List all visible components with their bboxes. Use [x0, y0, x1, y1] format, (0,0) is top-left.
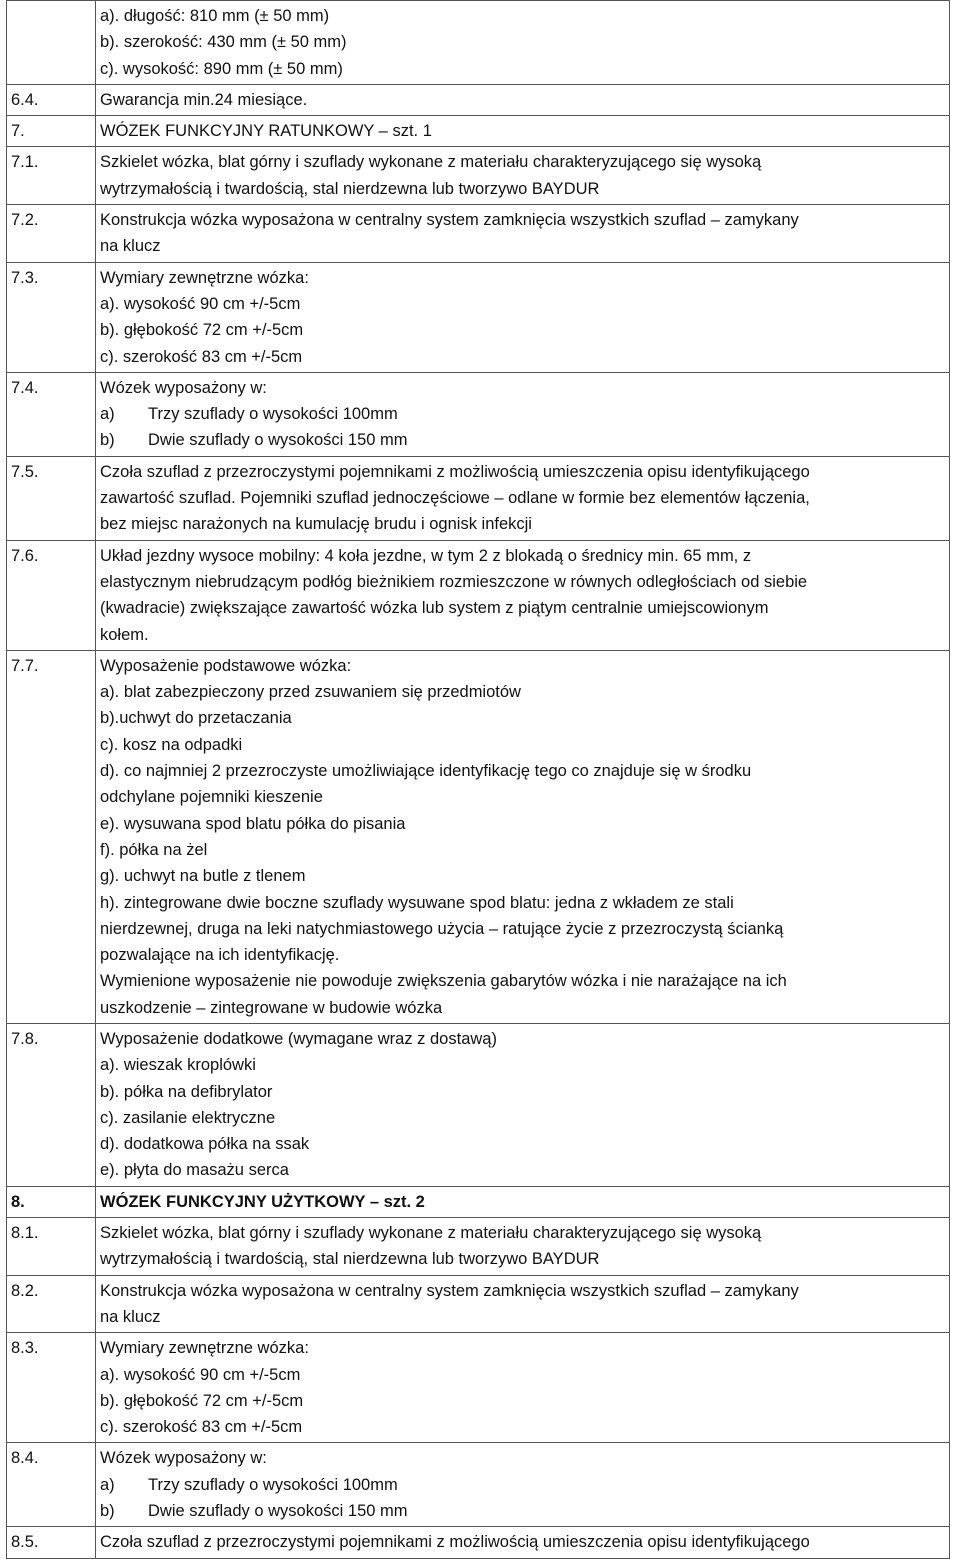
spec-row	[7, 540, 950, 650]
spec-row	[7, 1527, 950, 1558]
spec-row	[7, 372, 950, 456]
spec-row-text	[96, 456, 950, 540]
spec-text-line: b). szerokość: 430 mm (± 50 mm)	[100, 33, 347, 52]
spec-row	[7, 650, 950, 1023]
spec-row	[7, 456, 950, 540]
spec-text-line: b). głębokość 72 cm +/-5cm	[100, 321, 304, 340]
spec-row-text	[96, 84, 950, 115]
spec-row-text	[96, 262, 950, 372]
spec-text-line: e). wysuwana spod blatu półka do pisania	[100, 814, 406, 833]
spec-text-line: odchylane pojemniki kieszenie	[100, 788, 323, 807]
spec-text-line: WÓZEK FUNKCYJNY UŻYTKOWY – szt. 2	[100, 1192, 425, 1211]
spec-text-line: elastycznym niebrudzącym podłóg bieżnikiem rozmieszczone w równych odległościach od siebie	[100, 572, 808, 591]
spec-row-number: 8.2.	[7, 1275, 96, 1333]
spec-row-text	[96, 1443, 950, 1527]
spec-sub-item	[100, 427, 945, 453]
spec-text-line: Wyposażenie podstawowe wózka:	[100, 656, 352, 675]
spec-row	[7, 1, 950, 85]
spec-text-line: zawartość szuflad. Pojemniki szuflad jednoczęściowe – odlane w formie bez elementów łączenia,	[100, 489, 810, 508]
spec-row-text	[96, 1023, 950, 1186]
spec-row-text	[96, 1333, 950, 1443]
spec-text-line: Konstrukcja wózka wyposażona w centralny system zamknięcia wszystkich szuflad – zamykany	[100, 1281, 799, 1300]
spec-text-line: Szkielet wózka, blat górny i szuflady wykonane z materiału charakteryzującego się wysoką	[100, 153, 762, 172]
spec-text-line: Wymienione wyposażenie nie powoduje zwiększenia gabarytów wózka i nie narażające na ich	[100, 972, 787, 991]
spec-text-line: g). uchwyt na butle z tlenem	[100, 867, 306, 886]
spec-text-line: Wymiary zewnętrzne wózka:	[100, 1339, 309, 1358]
spec-text-line: c). szerokość 83 cm +/-5cm	[100, 1418, 303, 1437]
spec-row-number: 7.6.	[7, 540, 96, 650]
spec-text-line: na klucz	[100, 237, 161, 256]
specification-table	[6, 0, 950, 1559]
spec-text-line: nierdzewnej, druga na leki natychmiastowego użycia – ratujące życie z przezroczystą ścianką	[100, 919, 784, 938]
spec-row	[7, 1186, 950, 1217]
spec-row-number: 7.	[7, 116, 96, 147]
spec-row-number: 7.3.	[7, 262, 96, 372]
spec-text-line: b).uchwyt do przetaczania	[100, 709, 292, 728]
spec-row	[7, 262, 950, 372]
spec-text-line: a). blat zabezpieczony przed zsuwaniem się przedmiotów	[100, 683, 521, 702]
spec-row	[7, 1218, 950, 1276]
spec-row	[7, 205, 950, 263]
spec-text-line: b). półka na defibrylator	[100, 1082, 273, 1101]
spec-row-text	[96, 1218, 950, 1276]
spec-row-number: 8.1.	[7, 1218, 96, 1276]
spec-row	[7, 116, 950, 147]
spec-row-text	[96, 116, 950, 147]
spec-row-number: 7.4.	[7, 372, 96, 456]
spec-row-number	[7, 1, 96, 85]
specification-document	[6, 0, 954, 1559]
spec-sub-item-text: Trzy szuflady o wysokości 100mm	[148, 405, 398, 424]
spec-text-line: wytrzymałością i twardością, stal nierdzewna lub tworzywo BAYDUR	[100, 1250, 600, 1269]
spec-row-number: 7.7.	[7, 650, 96, 1023]
spec-row	[7, 84, 950, 115]
spec-text-line: a). wieszak kroplówki	[100, 1056, 256, 1075]
spec-sub-item-text: Dwie szuflady o wysokości 150 mm	[148, 1502, 408, 1521]
spec-text-line: uszkodzenie – zintegrowane w budowie wózka	[100, 998, 443, 1017]
spec-row-number: 7.8.	[7, 1023, 96, 1186]
spec-text-line: e). płyta do masażu serca	[100, 1161, 289, 1180]
spec-text-line: Czoła szuflad z przezroczystymi pojemnikami z możliwością umieszczenia opisu identyfikującego	[100, 462, 810, 481]
spec-text-line: d). co najmniej 2 przezroczyste umożliwiające identyfikację tego co znajduje się w środku	[100, 762, 752, 781]
spec-row-number: 7.5.	[7, 456, 96, 540]
spec-text-line: c). szerokość 83 cm +/-5cm	[100, 347, 303, 366]
spec-text-line: Wózek wyposażony w:	[100, 378, 267, 397]
spec-text-line: na klucz	[100, 1307, 161, 1326]
spec-text-line: WÓZEK FUNKCYJNY RATUNKOWY – szt. 1	[100, 122, 432, 141]
spec-text-line: pozwalające na ich identyfikację.	[100, 946, 340, 965]
spec-text-line: c). kosz na odpadki	[100, 735, 243, 754]
spec-text-line: d). dodatkowa półka na ssak	[100, 1135, 310, 1154]
spec-row-number: 8.	[7, 1186, 96, 1217]
spec-row	[7, 1023, 950, 1186]
spec-text-line: c). wysokość: 890 mm (± 50 mm)	[100, 59, 343, 78]
spec-text-line: a). długość: 810 mm (± 50 mm)	[100, 7, 330, 25]
spec-text-line: (kwadracie) zwiększające zawartość wózka lub system z piątym centralnie umiejscowionym	[100, 599, 769, 618]
spec-sub-item-letter: b)	[100, 1502, 115, 1521]
spec-row-text	[96, 372, 950, 456]
specification-table-body	[7, 1, 950, 1559]
spec-text-line: Wymiary zewnętrzne wózka:	[100, 268, 309, 287]
spec-sub-item-letter: a)	[100, 1475, 115, 1494]
spec-row-number: 8.4.	[7, 1443, 96, 1527]
spec-row	[7, 1275, 950, 1333]
spec-text-line: Gwarancja min.24 miesiące.	[100, 90, 308, 109]
spec-row	[7, 1333, 950, 1443]
spec-row-number: 8.5.	[7, 1527, 96, 1558]
spec-row-number: 7.1.	[7, 147, 96, 205]
spec-text-line: Wózek wyposażony w:	[100, 1449, 267, 1468]
spec-text-line: bez miejsc narażonych na kumulację brudu i ognisk infekcji	[100, 515, 532, 534]
spec-row-number: 7.2.	[7, 205, 96, 263]
spec-row-text	[96, 205, 950, 263]
spec-text-line: Układ jezdny wysoce mobilny: 4 koła jezdne, w tym 2 z blokadą o średnicy min. 65 mm, z	[100, 546, 752, 565]
spec-sub-item	[100, 1498, 945, 1524]
spec-row	[7, 1443, 950, 1527]
spec-row	[7, 147, 950, 205]
spec-row-number: 8.3.	[7, 1333, 96, 1443]
spec-row-text	[96, 540, 950, 650]
spec-row-number: 6.4.	[7, 84, 96, 115]
spec-sub-item-letter: a)	[100, 405, 115, 424]
spec-text-line: c). zasilanie elektryczne	[100, 1108, 276, 1127]
spec-row-text	[96, 1186, 950, 1217]
spec-sub-item-text: Trzy szuflady o wysokości 100mm	[148, 1475, 398, 1494]
spec-sub-item-text: Dwie szuflady o wysokości 150 mm	[148, 431, 408, 450]
spec-sub-item-letter: b)	[100, 431, 115, 450]
spec-row-text	[96, 1275, 950, 1333]
spec-text-line: kołem.	[100, 625, 149, 644]
spec-row-text	[96, 650, 950, 1023]
spec-sub-item	[100, 1472, 945, 1498]
spec-text-line: a). wysokość 90 cm +/-5cm	[100, 1365, 301, 1384]
spec-text-line: a). wysokość 90 cm +/-5cm	[100, 294, 301, 313]
spec-sub-item	[100, 401, 945, 427]
spec-text-line: Czoła szuflad z przezroczystymi pojemnikami z możliwością umieszczenia opisu identyfikującego	[100, 1533, 810, 1552]
spec-text-line: f). półka na żel	[100, 840, 208, 859]
spec-text-line: Konstrukcja wózka wyposażona w centralny system zamknięcia wszystkich szuflad – zamykany	[100, 211, 799, 230]
spec-text-line: wytrzymałością i twardością, stal nierdzewna lub tworzywo BAYDUR	[100, 179, 600, 198]
spec-text-line: Szkielet wózka, blat górny i szuflady wykonane z materiału charakteryzującego się wysoką	[100, 1224, 762, 1243]
spec-row-text	[96, 1, 950, 85]
spec-text-line: h). zintegrowane dwie boczne szuflady wysuwane spod blatu: jedna z wkładem ze stali	[100, 893, 734, 912]
spec-text-line: b). głębokość 72 cm +/-5cm	[100, 1391, 304, 1410]
spec-row-text	[96, 147, 950, 205]
spec-text-line: Wyposażenie dodatkowe (wymagane wraz z dostawą)	[100, 1029, 497, 1048]
spec-row-text	[96, 1527, 950, 1558]
